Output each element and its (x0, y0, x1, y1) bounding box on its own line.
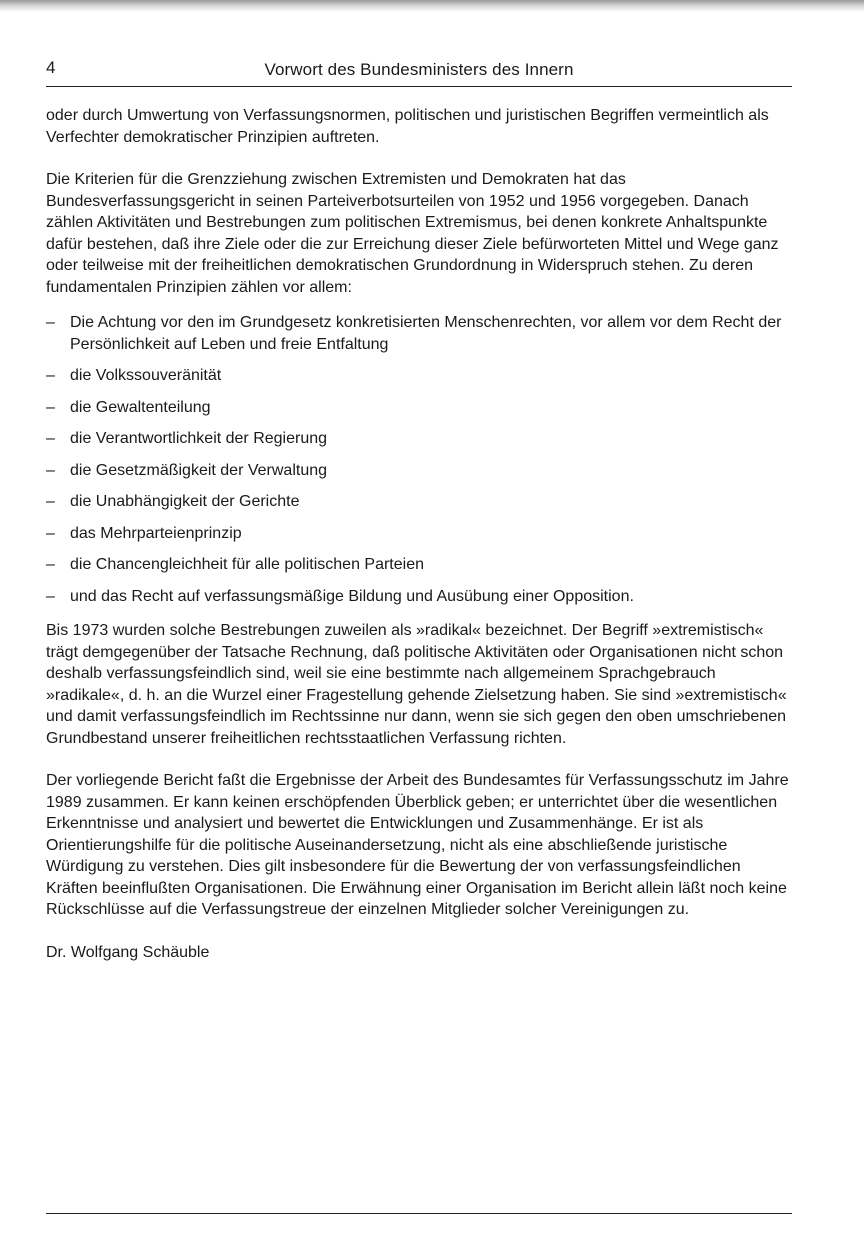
list-item (46, 397, 792, 419)
dash-bullet: – (46, 556, 55, 573)
scan-edge-shadow (0, 0, 864, 12)
list-item-text: das Mehrparteienprinzip (70, 524, 242, 542)
paragraph: Bis 1973 wurden solche Bestrebungen zuweilen als »radikal« bezeichnet. Der Begriff »extremistisch« trägt demgegenüber der Tatsache Rechnung, daß politische Aktivitäten oder Organisationen nicht schon deshalb verfassungsfeindlich sind, weil sie eine bestimmte nach allgemeinem Sprachgebrauch »radikale«, d. h. an die Wurzel einer Fragestellung gehende Zielsetzung haben. Sie sind »extremistisch« und damit verfassungsfeindlich im Rechtssinne nur dann, wenn sie sich gegen den oben umschriebenen Grundbestand unserer freiheitlichen rechtsstaatlichen Verfassung richten. (46, 622, 787, 747)
list-item (46, 586, 792, 608)
list-item (46, 460, 792, 482)
list-item (46, 491, 792, 513)
dash-bullet: – (46, 314, 55, 331)
list-item-text: und das Recht auf verfassungsmäßige Bildung und Ausübung einer Opposition. (70, 587, 634, 605)
principles-list (46, 312, 792, 607)
list-item-text: die Volkssouveränität (70, 367, 222, 384)
footer-rule (46, 1213, 792, 1214)
list-item-text: die Verantwortlichkeit der Regierung (70, 430, 328, 447)
list-item (46, 312, 792, 355)
dash-bullet: – (46, 587, 55, 605)
list-item (46, 365, 792, 387)
list-item (46, 554, 792, 576)
paragraph: oder durch Umwertung von Verfassungsnormen, politischen und juristischen Begriffen vermeintlich als Verfechter demokratischer Prinzipien auftreten. (46, 107, 769, 146)
page-content (46, 105, 792, 984)
page-number: 4 (46, 58, 56, 77)
page-header (46, 58, 792, 84)
signature: Dr. Wolfgang Schäuble (46, 943, 210, 961)
header-rule (46, 86, 792, 87)
list-item-text: die Unabhängigkeit der Gerichte (70, 493, 300, 510)
list-item-text: die Chancengleichheit für alle politischen Parteien (70, 556, 424, 573)
dash-bullet: – (46, 367, 55, 384)
running-title: Vorwort des Bundesministers des Innern (264, 60, 574, 79)
list-item-text: die Gesetzmäßigkeit der Verwaltung (70, 461, 328, 479)
paragraph: Die Kriterien für die Grenzziehung zwischen Extremisten und Demokraten hat das Bundesverfassungsgericht in seinen Parteiverbotsurteilen von 1952 und 1956 vorgegeben. Danach zählen Aktivitäten und Bestrebungen zum politischen Extremismus, bei denen konkrete Anhaltspunkte dafür bestehen, daß ihre Ziele oder die zur Erreichung dieser Ziele befürworteten Mittel und Wege ganz oder teilweise mit der freiheitlichen demokratischen Grundordnung in Widerspruch stehen. Zu deren fundamentalen Prinzipien zählen vor allem: (46, 171, 779, 296)
dash-bullet: – (46, 430, 55, 447)
list-item-text: die Gewaltenteilung (70, 398, 211, 416)
list-item (46, 523, 792, 545)
dash-bullet: – (46, 493, 55, 510)
dash-bullet: – (46, 398, 55, 416)
paragraph: Der vorliegende Bericht faßt die Ergebnisse der Arbeit des Bundesamtes für Verfassungsschutz im Jahre 1989 zusammen. Er kann keinen erschöpfenden Überblick geben; er unterrichtet über die wesentlichen Erkenntnisse und analysiert und bewertet die Entwicklungen und Zusammenhänge. Er ist als Orientierungshilfe für die politische Auseinandersetzung, nicht als eine abschließende juristische Würdigung zu verstehen. Dies gilt insbesondere für die Bewertung der von verfassungsfeindlichen Kräften beeinflußten Organisationen. Die Erwähnung einer Organisation im Bericht allein läßt noch keine Rückschlüsse auf die Verfassungstreue der einzelnen Mitglieder solcher Vereinigungen zu. (46, 772, 789, 918)
list-item-text: Die Achtung vor den im Grundgesetz konkretisierten Menschenrechten, vor allem vor dem Recht der Persönlichkeit auf Leben und freie Entfaltung (70, 314, 782, 353)
list-item (46, 428, 792, 450)
dash-bullet: – (46, 461, 55, 479)
dash-bullet: – (46, 524, 55, 542)
